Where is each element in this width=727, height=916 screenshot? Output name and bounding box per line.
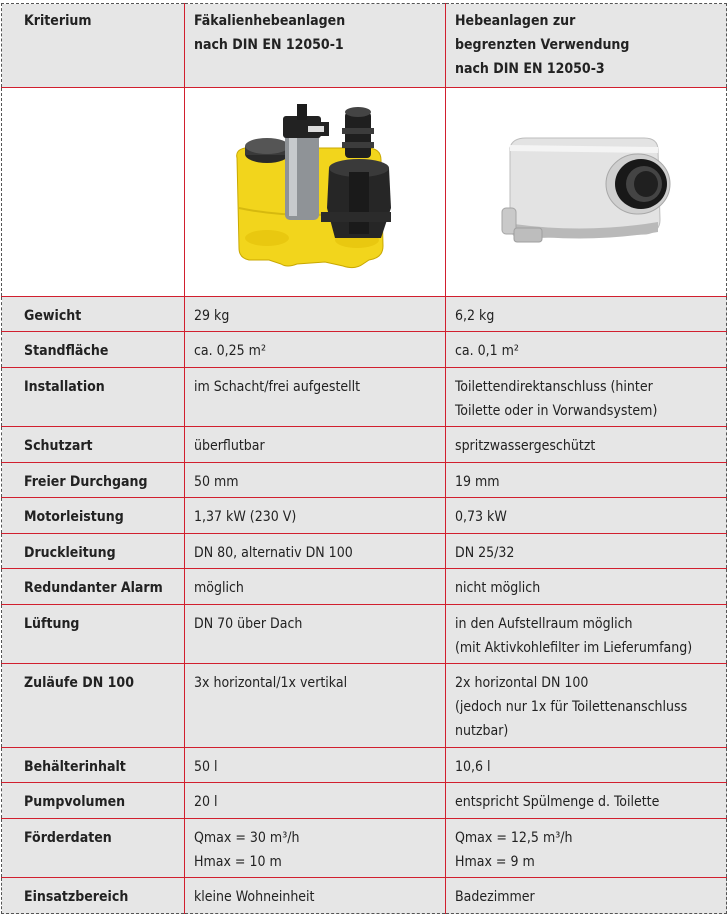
cell-text: im Schacht/frei aufgestellt xyxy=(194,379,361,395)
begrenzt-image-cell xyxy=(446,88,727,297)
row-label: Druckleitung xyxy=(2,534,185,569)
row-label: Förderdaten xyxy=(2,819,185,878)
faekalien-image-cell xyxy=(185,88,446,297)
table-row xyxy=(2,332,727,368)
header-criterion-text: Kriterium xyxy=(24,13,92,29)
cell-faekalien xyxy=(185,498,446,534)
row-label: Einsatzbereich xyxy=(2,878,185,914)
cell-text: (jedoch nur 1x für Toilettenanschluss xyxy=(455,699,688,715)
cell-faekalien xyxy=(185,819,446,878)
cell-begrenzt xyxy=(446,664,727,748)
table-row xyxy=(2,819,727,878)
cell-text: überflutbar xyxy=(194,438,265,454)
cell-begrenzt xyxy=(446,498,727,534)
cell-faekalien xyxy=(185,748,446,783)
table-row xyxy=(2,427,727,463)
header-col2-line2: nach DIN EN 12050-1 xyxy=(194,37,344,53)
cell-faekalien xyxy=(185,463,446,498)
cell-faekalien xyxy=(185,297,446,332)
cell-text: möglich xyxy=(194,580,244,596)
cell-text: (mit Aktivkohlefilter im Lieferumfang) xyxy=(455,640,693,656)
image-row-label xyxy=(2,88,185,297)
header-row xyxy=(2,4,727,88)
cell-text: Qmax = 30 m³/h xyxy=(194,830,300,846)
cell-text: entspricht Spülmenge d. Toilette xyxy=(455,794,660,810)
cell-begrenzt xyxy=(446,748,727,783)
cell-text: Toilette oder in Vorwandsystem) xyxy=(455,403,658,419)
row-label: Motorleistung xyxy=(2,498,185,534)
cell-text: Hmax = 9 m xyxy=(455,854,535,870)
row-label: Gewicht xyxy=(2,297,185,332)
header-col-begrenzt xyxy=(446,4,727,88)
header-col3-line1: Hebeanlagen zur xyxy=(455,13,576,29)
row-label: Lüftung xyxy=(2,605,185,664)
cell-text: 1,37 kW (230 V) xyxy=(194,509,297,525)
cell-text: Badezimmer xyxy=(455,889,535,905)
cell-text: Qmax = 12,5 m³/h xyxy=(455,830,573,846)
row-label: Redundanter Alarm xyxy=(2,569,185,605)
cell-text: DN 25/32 xyxy=(455,545,515,561)
cell-text: 10,6 l xyxy=(455,759,491,775)
cell-faekalien xyxy=(185,569,446,605)
cell-text: 0,73 kW xyxy=(455,509,507,525)
table-row xyxy=(2,664,727,748)
cell-text: 20 l xyxy=(194,794,218,810)
row-label: Freier Durchgang xyxy=(2,463,185,498)
row-label: Installation xyxy=(2,368,185,427)
cell-text: 6,2 kg xyxy=(455,308,495,324)
table-row xyxy=(2,368,727,427)
cell-begrenzt xyxy=(446,332,727,368)
compact-lifting-unit-image xyxy=(446,88,725,288)
cell-text: Hmax = 10 m xyxy=(194,854,282,870)
cell-text: kleine Wohneinheit xyxy=(194,889,315,905)
cell-text: 50 l xyxy=(194,759,218,775)
header-col3-line2: begrenzten Verwendung xyxy=(455,37,630,53)
table-row xyxy=(2,498,727,534)
row-label: Standfläche xyxy=(2,332,185,368)
cell-text: 19 mm xyxy=(455,474,500,490)
cell-begrenzt xyxy=(446,427,727,463)
cell-text: 29 kg xyxy=(194,308,230,324)
table-row xyxy=(2,748,727,783)
cell-begrenzt xyxy=(446,463,727,498)
cell-text: 2x horizontal DN 100 xyxy=(455,675,589,691)
header-criterion xyxy=(2,4,185,88)
cell-begrenzt xyxy=(446,297,727,332)
cell-text: nicht möglich xyxy=(455,580,541,596)
cell-begrenzt xyxy=(446,783,727,819)
cell-text: 3x horizontal/1x vertikal xyxy=(194,675,348,691)
table-row xyxy=(2,297,727,332)
cell-begrenzt xyxy=(446,605,727,664)
cell-faekalien xyxy=(185,332,446,368)
cell-begrenzt xyxy=(446,534,727,569)
cell-faekalien xyxy=(185,534,446,569)
row-label: Schutzart xyxy=(2,427,185,463)
table-row xyxy=(2,878,727,914)
cell-text: ca. 0,25 m² xyxy=(194,343,266,359)
cell-text: spritzwassergeschützt xyxy=(455,438,596,454)
cell-text: DN 80, alternativ DN 100 xyxy=(194,545,353,561)
yellow-lifting-station-image xyxy=(185,88,444,288)
cell-text: nutzbar) xyxy=(455,723,509,739)
cell-begrenzt xyxy=(446,819,727,878)
image-row xyxy=(2,88,727,297)
header-col-faekalien xyxy=(185,4,446,88)
table-row xyxy=(2,463,727,498)
table-row xyxy=(2,783,727,819)
header-col3-line3: nach DIN EN 12050-3 xyxy=(455,61,605,77)
table-row xyxy=(2,569,727,605)
table-row xyxy=(2,534,727,569)
cell-text: ca. 0,1 m² xyxy=(455,343,519,359)
cell-text: DN 70 über Dach xyxy=(194,616,303,632)
cell-faekalien xyxy=(185,783,446,819)
cell-begrenzt xyxy=(446,878,727,914)
cell-faekalien xyxy=(185,427,446,463)
comparison-table xyxy=(1,3,727,914)
cell-begrenzt xyxy=(446,368,727,427)
cell-faekalien xyxy=(185,664,446,748)
row-label: Zuläufe DN 100 xyxy=(2,664,185,748)
cell-text: 50 mm xyxy=(194,474,239,490)
cell-faekalien xyxy=(185,368,446,427)
cell-faekalien xyxy=(185,878,446,914)
table-row xyxy=(2,605,727,664)
row-label: Pumpvolumen xyxy=(2,783,185,819)
cell-faekalien xyxy=(185,605,446,664)
header-col2-line1: Fäkalienhebeanlagen xyxy=(194,13,346,29)
cell-begrenzt xyxy=(446,569,727,605)
cell-text: in den Aufstellraum möglich xyxy=(455,616,633,632)
row-label: Behälterinhalt xyxy=(2,748,185,783)
cell-text: Toilettendirektanschluss (hinter xyxy=(455,379,653,395)
